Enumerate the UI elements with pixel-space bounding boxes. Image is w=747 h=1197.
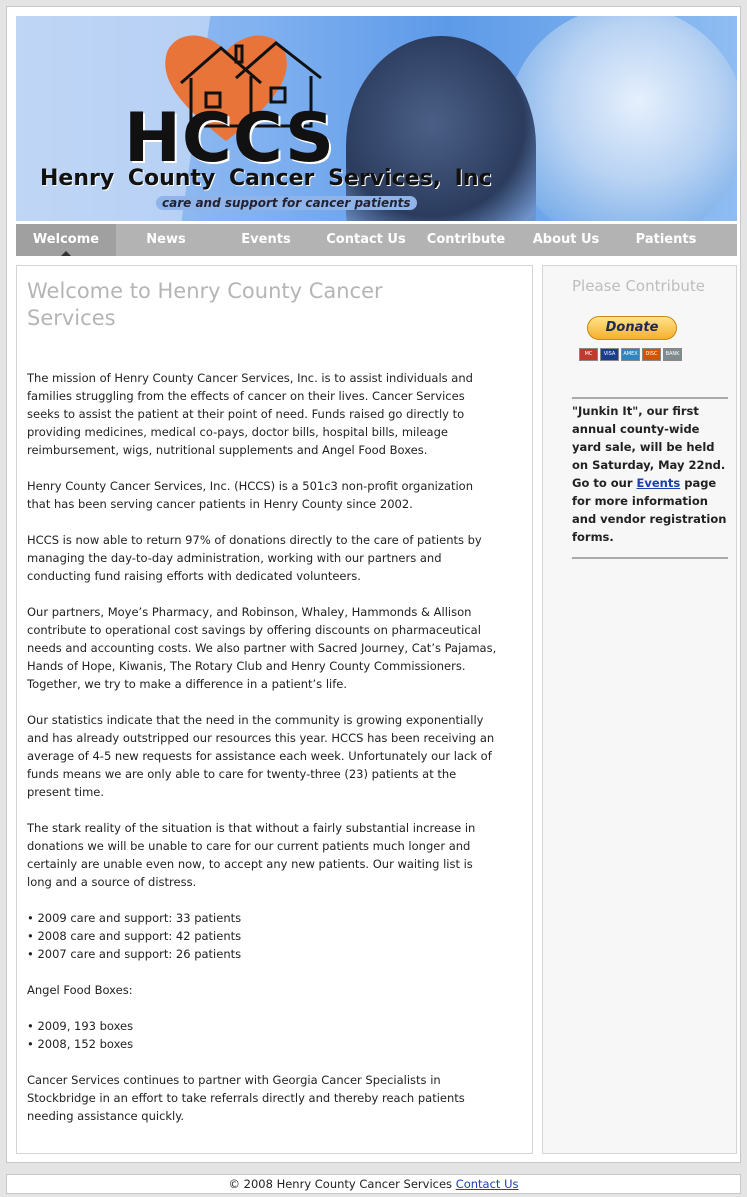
donations-paragraph: HCCS is now able to return 97% of donations directly to the care of patients by managing the day-to-day administration, working with our partners and conducting fund raising efforts with dedicated volunteers.: [27, 533, 482, 583]
closing-paragraph: Cancer Services continues to partner with Georgia Cancer Specialists in Stockbridge in an effort to take referrals directly and thereby reach patients needing assistance quickly.: [27, 1073, 465, 1123]
care-stats-list: [27, 909, 497, 963]
statistics-paragraph: Our statistics indicate that the need in the community is growing exponentially and has already outstripped our resources this year. HCCS has been receiving an average of 4-5 new requests for assistance each week. Unfortunately our lack of funds means we are only able to care for twenty-three (23) patients at the present time.: [27, 713, 495, 799]
nav-contribute[interactable]: Contribute: [426, 232, 506, 247]
nav-about-us[interactable]: About Us: [532, 232, 600, 247]
logo-tagline: care and support for cancer patients: [156, 196, 417, 210]
notice-text: page for more information and vendor registration forms.: [572, 476, 727, 544]
main-navigation: [16, 224, 737, 256]
sidebar: [542, 265, 737, 1154]
footer-contact-link[interactable]: Contact Us: [455, 1177, 519, 1191]
main-content: [16, 265, 533, 1154]
angel-stats-list: [27, 1017, 497, 1053]
reality-paragraph: The stark reality of the situation is that without a fairly substantial increase in donations we will be unable to care for our current patients much longer and certainly are unable even now, to accept any new patients. Our waiting list is long and a source of distress.: [27, 821, 476, 889]
divider: [572, 397, 728, 399]
list-item: • 2008, 152 boxes: [27, 1037, 134, 1051]
payment-cards: [579, 348, 682, 361]
donate-button[interactable]: Donate: [587, 316, 677, 340]
copyright-text: © 2008 Henry County Cancer Services: [228, 1177, 456, 1191]
list-item: • 2007 care and support: 26 patients: [27, 947, 242, 961]
partners-paragraph: Our partners, Moye’s Pharmacy, and Robinson, Whaley, Hammonds & Allison contribute to operational cost savings by offering discounts on pharmaceutical needs and accounting costs. We also partner with Sacred Journey, Cat’s Pajamas, Hands of Hope, Kiwanis, The Rotary Club and Henry County Commissioners. Together, we try to make a difference in a patient’s life.: [27, 605, 497, 691]
discover-icon: DISC: [642, 348, 661, 361]
nav-news[interactable]: News: [146, 232, 186, 247]
header-banner: [16, 16, 737, 221]
divider: [572, 557, 728, 559]
notice-text: "Junkin It", our first annual county-wide yard sale, will be held on Saturday, May 22nd. Go to our: [572, 404, 726, 490]
page-title: Welcome to Henry County Cancer Services: [27, 279, 383, 330]
amex-icon: AMEX: [621, 348, 640, 361]
mastercard-icon: MC: [579, 348, 598, 361]
footer: [6, 1174, 741, 1194]
about-paragraph: Henry County Cancer Services, Inc. (HCCS) is a 501c3 non-profit organization that has been serving cancer patients in Henry County since 2002.: [27, 479, 473, 511]
logo-organization-name: Henry County Cancer Services, Inc: [40, 166, 492, 191]
angel-food-heading: Angel Food Boxes:: [27, 983, 133, 997]
list-item: • 2009 care and support: 33 patients: [27, 911, 242, 925]
banner-photo-woman-right: [506, 16, 737, 221]
nav-contact-us[interactable]: Contact Us: [326, 232, 406, 247]
list-item: • 2009, 193 boxes: [27, 1019, 134, 1033]
article-body: [27, 369, 497, 1143]
nav-patients[interactable]: Patients: [635, 232, 697, 247]
nav-welcome[interactable]: Welcome: [16, 224, 116, 256]
banner-photo-woman-center: [346, 36, 536, 221]
mission-paragraph: The mission of Henry County Cancer Services, Inc. is to assist individuals and families struggling from the effects of cancer on their lives. Cancer Services seeks to assist the patient at their point of need. Funds raised go directly to providing medicines, medical co-pays, doctor bills, hospital bills, mileage reimbursement, wigs, nutritional supplements and Angel Food Boxes.: [27, 371, 473, 457]
sidebar-heading: Please Contribute: [572, 277, 705, 295]
logo-acronym: HCCS: [124, 99, 335, 178]
list-item: • 2008 care and support: 42 patients: [27, 929, 242, 943]
bank-icon: BANK: [663, 348, 682, 361]
yard-sale-notice: [572, 402, 732, 546]
events-link[interactable]: Events: [636, 476, 681, 490]
visa-icon: VISA: [600, 348, 619, 361]
page-container: [6, 6, 741, 1163]
nav-events[interactable]: Events: [241, 232, 291, 247]
